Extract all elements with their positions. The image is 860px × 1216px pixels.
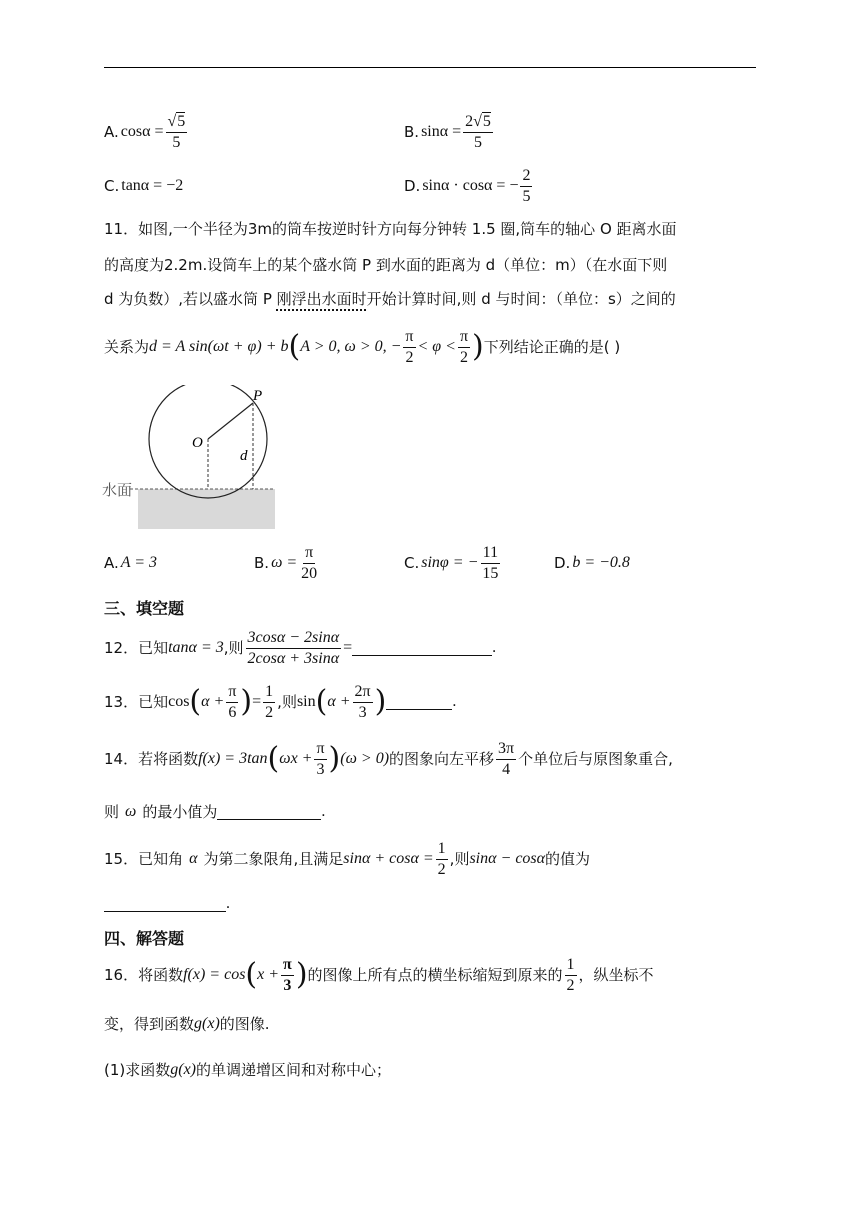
q10-option-b xyxy=(404,110,495,154)
fraction: $\frac{\pi}{2}$ xyxy=(405,327,414,366)
q15-line1: 15．已知角 α 为第二象限角,且满足 sinα + cosα = $\frac{1}{2}$ ,则 sinα − cosα 的值为 xyxy=(104,839,591,878)
fraction: $\frac{3\pi}{4}$ xyxy=(498,739,515,778)
option-label: A. xyxy=(104,122,119,141)
fraction: $\frac{1}{2}$ xyxy=(566,955,575,994)
option-label: B. xyxy=(404,122,420,141)
label-P: P xyxy=(253,388,263,404)
fraction xyxy=(520,168,532,205)
answer-blank[interactable] xyxy=(104,897,226,912)
answer-blank[interactable] xyxy=(217,805,321,820)
q11-option-d: D. b = −0.8 xyxy=(554,553,630,572)
option-label: C. xyxy=(104,176,120,195)
fraction: $\frac{2√5}{5}$ xyxy=(465,112,491,151)
option-expr: sinα · cosα = − xyxy=(422,177,519,194)
fraction: $\frac{\pi}{3}$ xyxy=(283,955,292,994)
fraction: $\frac{\pi}{20}$ xyxy=(301,543,318,582)
header-rule xyxy=(104,67,756,68)
fraction: $\frac{1}{2}$ xyxy=(437,839,446,878)
fraction: $\frac{2\pi}{3}$ xyxy=(354,682,371,721)
formula: d = A sin(ωt + φ) + b xyxy=(149,338,289,355)
option-label: D. xyxy=(404,176,421,195)
water-wheel-figure xyxy=(100,385,280,535)
q10-option-a xyxy=(104,110,189,154)
numerator-coef: 2 xyxy=(465,112,474,130)
q11-option-c: C. sinφ = − $\frac{11}{15}$ xyxy=(404,543,499,582)
water-block xyxy=(138,489,275,529)
section-heading-solutions: 四、解答题 xyxy=(104,929,185,948)
section-heading-fill-in: 三、填空题 xyxy=(104,599,185,618)
denominator: 5 xyxy=(474,133,483,151)
q10-option-c xyxy=(104,176,183,196)
fraction: $\frac{1}{2}$ xyxy=(265,682,274,721)
denominator: 5 xyxy=(522,187,531,205)
numerator: 2 xyxy=(520,168,532,187)
fraction: $\frac{\pi}{3}$ xyxy=(316,739,325,778)
option-expr: sinα = xyxy=(421,123,462,140)
option-expr: tanα = −2 xyxy=(121,177,184,194)
q11-option-b: B. ω = $\frac{\pi}{20}$ xyxy=(254,543,318,582)
q11-line1: 11．如图,一个半径为3m的筒车按逆时针方向每分钟转 1.5 圈,筒车的轴心 O 距离水面 xyxy=(104,220,677,238)
q15-line2: . xyxy=(104,896,230,912)
fraction: $\frac{√5}{5}$ xyxy=(167,112,186,151)
radius-line xyxy=(208,403,253,439)
q12: 12．已知 tanα = 3 ,则 $\frac{3\cos\alpha - 2\sin\alpha}{2\cos\alpha + 3\sin\alpha}$ = . xyxy=(104,628,497,667)
numerator: 5 xyxy=(177,112,186,130)
option-expr: cosα = xyxy=(120,123,164,140)
q13: 13．已知 cos ( α + $\frac{\pi}{6}$ ) = $\frac{1}{2}$ ,则 sin ( α + $\frac{2\pi}{3}$ ) . xyxy=(104,682,457,721)
label-water: 水面 xyxy=(102,481,133,499)
q10-option-d xyxy=(404,164,534,208)
fraction: $\frac{\pi}{2}$ xyxy=(459,327,469,366)
q16-line1: 16．将函数 f(x) = cos ( x + $\frac{\pi}{3}$ ) 的图像上所有点的横坐标缩短到原来的 $\frac{1}{2}$ ，纵坐标不 xyxy=(104,955,654,994)
q11-option-a: A. A = 3 xyxy=(104,553,158,572)
q14-line2: 则 ω 的最小值为 . xyxy=(104,802,326,821)
label-O: O xyxy=(192,435,203,451)
denominator: 5 xyxy=(172,133,181,151)
q16-part1: (1)求函数 g(x) 的单调递增区间和对称中心； xyxy=(104,1060,392,1079)
q11-line4: 关系为 d = A sin(ωt + φ) + b ( A > 0, ω > 0, − $\frac{\pi}{2}$ < φ < $\frac{\pi}{2}$ ) 下列结论正确的是( ) xyxy=(104,327,621,366)
answer-blank[interactable] xyxy=(352,641,492,656)
answer-blank[interactable] xyxy=(386,695,452,710)
fraction: $\frac{11}{15}$ xyxy=(482,543,499,582)
fraction: $\frac{\pi}{6}$ xyxy=(228,682,237,721)
q11-line2: 的高度为2.2m.设筒车上的某个盛水筒 P 到水面的距离为 d（单位：m）（在水面下则 xyxy=(104,256,668,274)
fraction: $\frac{3\cos\alpha - 2\sin\alpha}{2\cos\alpha + 3\sin\alpha}$ xyxy=(247,628,340,667)
q16-line2: 变，得到函数 g(x) 的图像. xyxy=(104,1014,270,1033)
emphasis-text: 刚浮出水面时 xyxy=(276,290,367,308)
q14-line1: 14．若将函数 f(x) = 3tan ( ωx + $\frac{\pi}{3}$ ) (ω > 0) 的图象向左平移 $\frac{3\pi}{4}$ 个单位后与原图象重合, xyxy=(104,739,673,778)
label-d: d xyxy=(240,448,248,464)
q11-line3: d 为负数）,若以盛水筒 P 刚浮出水面时开始计算时间,则 d 与时间：（单位：s）之间的 xyxy=(104,290,676,308)
numerator: 5 xyxy=(482,112,491,130)
